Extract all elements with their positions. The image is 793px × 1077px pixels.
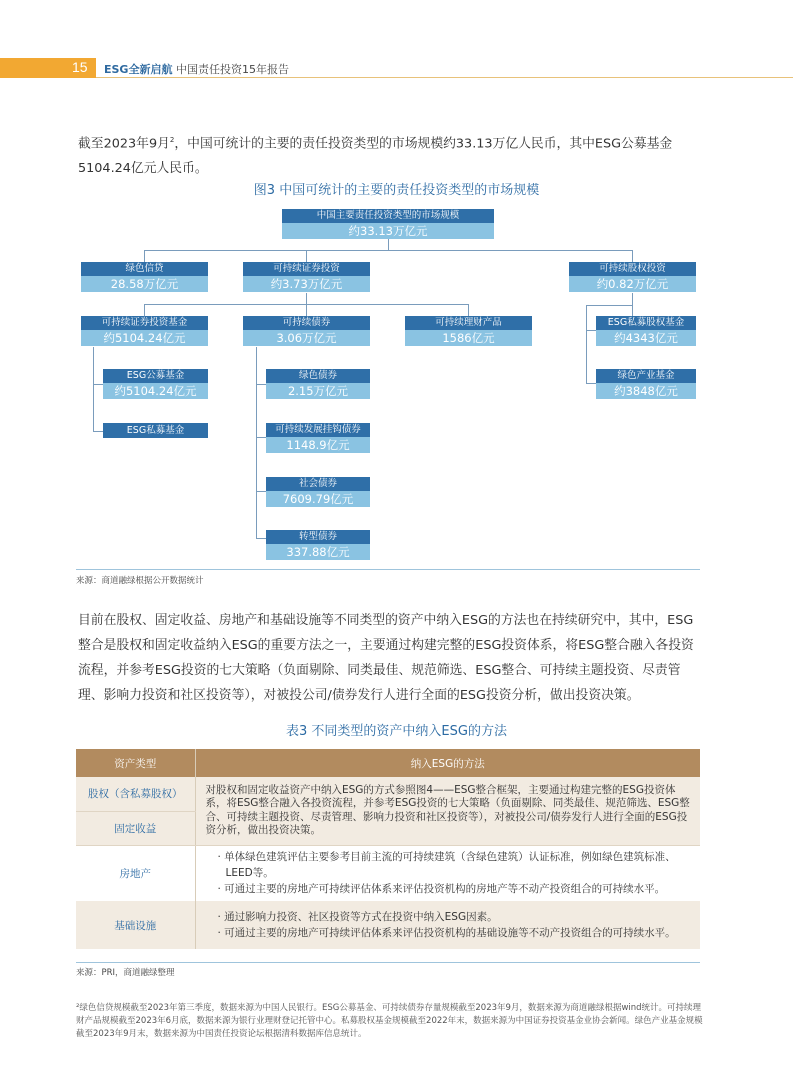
- list-item: · 通过影响力投资、社区投资等方式在投资中纳入ESG因素。: [217, 911, 498, 923]
- connector: [306, 304, 307, 316]
- connector: [632, 293, 633, 316]
- node-esg-private-equity: [596, 316, 696, 346]
- node-value: 337.88亿元: [266, 544, 370, 560]
- cell-infrastructure-methods: [195, 901, 700, 949]
- intro-text-a: 截至2023年9月: [78, 136, 170, 152]
- node-value: 1586亿元: [405, 330, 532, 346]
- node-label: 可持续股权投资: [569, 262, 696, 276]
- intro-text-b: ，中国可统计的主要的责任投资类型的市场规模约33.13万亿人民币，其中ESG公募基金5104.24亿元人民币。: [78, 136, 673, 177]
- node-value: 约4343亿元: [596, 330, 696, 346]
- header-title: 中国责任投资15年报告: [175, 63, 289, 76]
- node-label: 可持续证券投资基金: [81, 316, 208, 330]
- node-label: 绿色信贷: [81, 262, 208, 276]
- node-label: 转型债券: [266, 530, 370, 544]
- cell-fixed-income: 固定收益: [76, 811, 195, 845]
- page-number: 15: [72, 59, 88, 75]
- connector: [468, 304, 469, 316]
- footnote-ref: 2: [169, 136, 175, 144]
- node-sustainable-bond: [243, 316, 370, 346]
- table-source: 来源：PRI，商道融绿整理: [76, 968, 175, 978]
- connector: [256, 538, 266, 539]
- connector: [306, 250, 307, 262]
- node-value: 7609.79亿元: [266, 491, 370, 507]
- connector: [256, 437, 266, 438]
- header-rule: [96, 77, 793, 78]
- connector: [144, 250, 145, 262]
- node-value: 3.06万亿元: [243, 330, 370, 346]
- node-sustainable-securities: [243, 262, 370, 292]
- node-label: 可持续发展挂钩债券: [266, 423, 370, 437]
- header-brand: ESG全新启航: [104, 63, 173, 76]
- esg-methods-table: [76, 749, 700, 949]
- node-esg-public-fund: [103, 369, 208, 399]
- node-sustainable-fund: [81, 316, 208, 346]
- node-label: ESG私募股权基金: [596, 316, 696, 330]
- node-label: 可持续理财产品: [405, 316, 532, 330]
- node-value: 约3.73万亿元: [243, 276, 370, 292]
- connector: [93, 384, 103, 385]
- node-label: 可持续债券: [243, 316, 370, 330]
- connector: [144, 250, 632, 251]
- connector: [586, 305, 632, 306]
- list-item: · 可通过主要的房地产可持续评估体系来评估投资机构的房地产等不动产投资组合的可持续水平。: [217, 883, 666, 896]
- list-item: · 可通过主要的房地产可持续评估体系来评估投资机构的基础设施等不动产投资组合的可持续水平。: [217, 927, 676, 939]
- cell-equity: 股权（含私募股权）: [76, 777, 195, 811]
- node-esg-private-fund: [103, 423, 208, 438]
- header-asset-type: 资产类型: [76, 749, 195, 777]
- footnote: ²绿色信贷规模截至2023年第三季度，数据来源为中国人民银行。ESG公募基金、可持续债券存量规模截至2023年9月，数据来源为商道融绿根据wind统计。可持续理财产品规模截至2023年6月底，数据来源为银行业理财登记托管中心。私募股权基金规模截至2022年末，数据来源为中国证券投资基金业协会新闻。绿色产业基金规模截至2023年9月末，数据来源为中国责任投资论坛根据清科数据库信息统计。: [76, 1003, 703, 1039]
- figure-rule: [76, 569, 700, 570]
- node-value: 1148.9亿元: [266, 437, 370, 453]
- table-header-row: [76, 749, 700, 777]
- table-row: [76, 901, 700, 949]
- node-root: [282, 209, 494, 239]
- connector: [306, 293, 307, 304]
- node-social-bond: [266, 477, 370, 507]
- node-label: ESG公募基金: [103, 369, 208, 383]
- node-value: 28.58万亿元: [81, 276, 208, 292]
- table-row: [76, 777, 700, 811]
- connector: [144, 304, 145, 316]
- node-value: 约33.13万亿元: [282, 223, 494, 239]
- header-method: 纳入ESG的方法: [195, 749, 700, 777]
- table-rule: [76, 962, 700, 963]
- connector: [586, 305, 587, 383]
- node-transition-bond: [266, 530, 370, 560]
- node-label: 绿色债券: [266, 369, 370, 383]
- node-sustainable-equity: [569, 262, 696, 292]
- connector: [586, 330, 596, 331]
- node-value: 约0.82万亿元: [569, 276, 696, 292]
- node-sdg-linked-bond: [266, 423, 370, 453]
- connector: [256, 491, 266, 492]
- node-value: 约3848亿元: [596, 383, 696, 399]
- node-label: 可持续证券投资: [243, 262, 370, 276]
- table-row: [76, 845, 700, 901]
- table-title: 表3 不同类型的资产中纳入ESG的方法: [286, 724, 507, 739]
- figure-title: 图3 中国可统计的主要的责任投资类型的市场规模: [253, 183, 540, 198]
- cell-real-estate: 房地产: [76, 845, 195, 901]
- connector: [256, 347, 257, 538]
- connector: [93, 431, 103, 432]
- figure-source: 来源：商道融绿根据公开数据统计: [76, 576, 204, 586]
- connector: [93, 347, 94, 431]
- node-sustainable-wealth: [405, 316, 532, 346]
- node-label: ESG私募基金: [103, 423, 208, 438]
- node-value: 2.15万亿元: [266, 383, 370, 399]
- node-label: 社会债券: [266, 477, 370, 491]
- list-item: · 单体绿色建筑评估主要参考目前主流的可持续建筑（含绿色建筑）认证标准，例如绿色建筑标准、LEED等。: [217, 851, 676, 880]
- node-label: 中国主要责任投资类型的市场规模: [282, 209, 494, 223]
- connector: [586, 383, 596, 384]
- node-value: 约5104.24亿元: [103, 383, 208, 399]
- node-green-credit: [81, 262, 208, 292]
- node-label: 绿色产业基金: [596, 369, 696, 383]
- cell-shared-method: 对股权和固定收益资产中纳入ESG的方式参照图4——ESG整合框架，主要通过构建完整的ESG投资体系，将ESG整合融入各投资流程，并参考ESG投资的七大策略（负面剔除、同类最佳、规范筛选、ESG整合、可持续主题投资、尽责管理、影响力投资和社区投资等），对被投公司/债券发行人进行全面的ESG投资分析，做出投资决策。: [195, 777, 700, 845]
- intro-paragraph: [78, 128, 718, 181]
- cell-infrastructure: 基础设施: [76, 901, 195, 949]
- node-green-bond: [266, 369, 370, 399]
- connector: [632, 250, 633, 262]
- node-value: 约5104.24亿元: [81, 330, 208, 346]
- node-green-industry-fund: [596, 369, 696, 399]
- connector: [256, 384, 266, 385]
- body-paragraph: 目前在股权、固定收益、房地产和基础设施等不同类型的资产中纳入ESG的方法也在持续研究中，其中，ESG整合是股权和固定收益纳入ESG的重要方法之一，主要通过构建完整的ESG投资体系，将ESG整合融入各投资流程，并参考ESG投资的七大策略（负面剔除、同类最佳、规范筛选、ESG整合、可持续主题投资、尽责管理、影响力投资和社区投资等），对被投公司/债券发行人进行全面的ESG投资分析，做出投资决策。: [78, 613, 694, 703]
- cell-real-estate-methods: [195, 845, 700, 901]
- connector: [388, 239, 389, 250]
- running-header: [104, 61, 289, 77]
